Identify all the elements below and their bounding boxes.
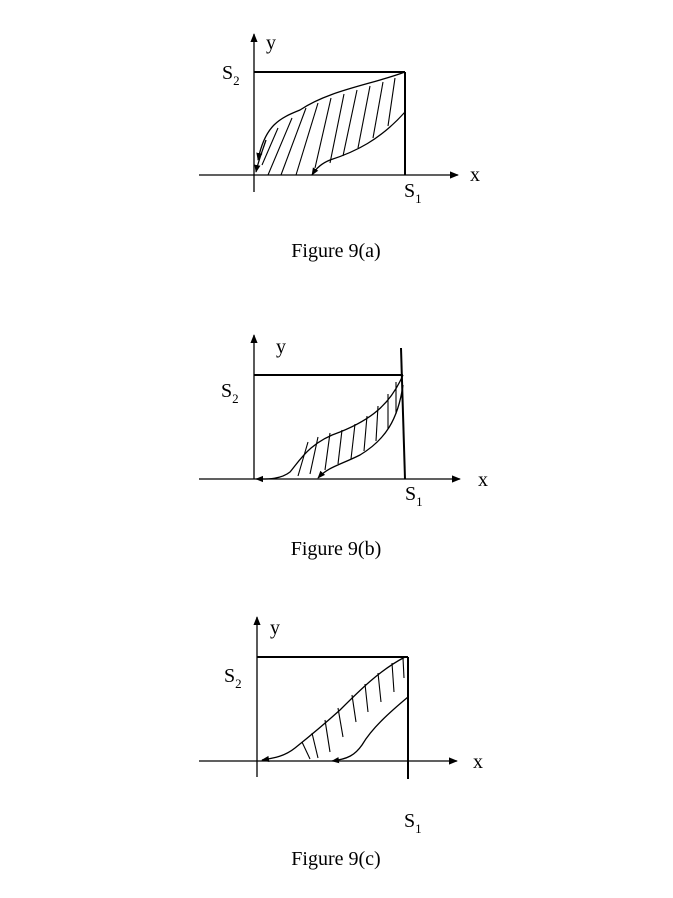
lower-curve [318, 385, 403, 478]
y-axis-label: y [270, 617, 280, 639]
y-axis-label: y [266, 32, 276, 54]
figure-9b [199, 335, 488, 560]
s1-label: $S_1$ [405, 483, 423, 509]
y-axis-label: y [276, 336, 286, 358]
x-axis-label: x [473, 751, 483, 773]
inner-arrow-curve [256, 140, 266, 172]
s1-label: $S_1$ [404, 810, 422, 836]
figure-caption: Figure 9(b) [290, 538, 382, 560]
figure-9c [199, 617, 483, 870]
upper-curve [262, 657, 405, 760]
figure-caption: Figure 9(c) [291, 848, 381, 870]
s2-label: $S_2$ [224, 665, 242, 691]
figure-9a [199, 32, 480, 262]
x-axis-label: x [478, 469, 488, 491]
right-boundary [401, 348, 405, 479]
hatch-region [302, 658, 404, 759]
s2-label: $S_2$ [222, 62, 240, 88]
upper-curve [256, 375, 403, 479]
x-axis-label: x [470, 164, 480, 186]
figure-caption: Figure 9(a) [291, 240, 381, 262]
s1-label: $S_1$ [404, 180, 422, 206]
s2-label: $S_2$ [221, 380, 239, 406]
